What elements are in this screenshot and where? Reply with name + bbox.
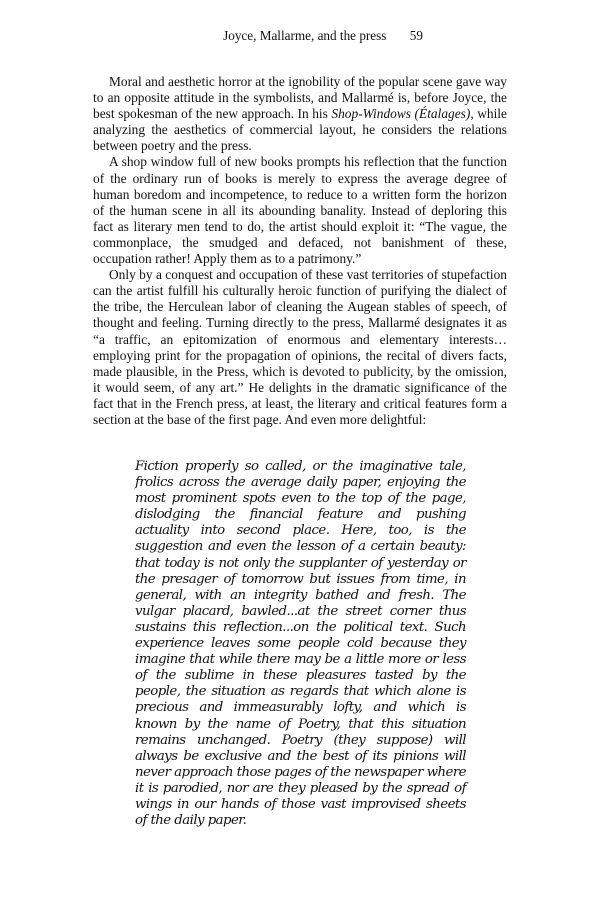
paragraph-2-text: A shop window full of new books prompts his reflection that the function of the ordinary run of books is merely to express the average degree of human boredom and incompetence, to reduce to a written form the horizon of the human scene in all its abounding banality. Instead of deploring this fact as literary men tend to do, the artist should exploit it: “The vague, the commonplace, the smudged and defaced, not banishment of these, occupation rather! Apply them as to a patrimony.” xyxy=(93,154,507,267)
work-title-shop-windows: Shop-Windows (Étalages), xyxy=(331,106,474,122)
paragraph-3-text: Only by a conquest and occupation of these vast territories of stupefaction can the artist fulfill his culturally heroic function of purifying the dialect of the tribe, the Herculean labor of cleaning the Augean stables of speech, of thought and feeling. Turning directly to the press, Mallarmé designates it as “a traffic, an epitomization of enormous and elementary interests…employing print for the propagation of opinions, the recital of divers facts, made plausible, in the Press, which is devoted to publicity, by the omission, it would seem, of any art.” He delights in the dramatic significance of the fact that in the French press, at least, the literary and critical features form a section at the base of the first page. And even more delightful: xyxy=(93,267,507,427)
block-quote-text: Fiction properly so called, or the imaginative tale, frolics across the average daily paper, enjoying the most prominent spots even to the top of the page, dislodging the financial feature and pushing actuality into second place. Here, too, is the suggestion and even the lesson of a certain beauty: that today is not only the supplanter of yesterday or the presager of tomorrow but issues from time, in general, with an integrity bathed and fresh. The vulgar placard, bawled...at the street corner thus sustains this reflection...on the political text. Such experience leaves some people cold because they imagine that while there may be a little more or less of the sublime in these pleasures tasted by the people, the situation as regards that which alone is precious and immeasurably lofty, and which is known by the name of Poetry, that this situation remains unchanged. Poetry (they suppose) will always be exclusive and the best of its pinions will never approach those pages of the newspaper where it is parodied, nor are they pleased by the spread of wings in our hands of those vast improvised sheets of the daily paper. xyxy=(135,459,466,829)
page-number: 59 xyxy=(409,28,423,43)
paragraph-1 xyxy=(93,74,507,154)
running-head xyxy=(0,28,600,44)
paragraph-1-text-b: while analyzing the aesthetics of commercial layout, he considers the relations between poetry and the press. xyxy=(93,106,507,154)
paragraph-1-text-a: Moral and aesthetic horror at the ignobility of the popular scene gave way to an opposite attitude in the symbolists, and Mallarmé is, before Joyce, the best spokesman of the new approach. In his xyxy=(93,74,507,122)
paragraph-2 xyxy=(93,154,507,267)
running-head-title: Joyce, Mallarme, and the press xyxy=(223,28,387,43)
paragraph-3 xyxy=(93,267,507,428)
block-quote xyxy=(135,459,466,829)
body-text xyxy=(93,74,507,428)
